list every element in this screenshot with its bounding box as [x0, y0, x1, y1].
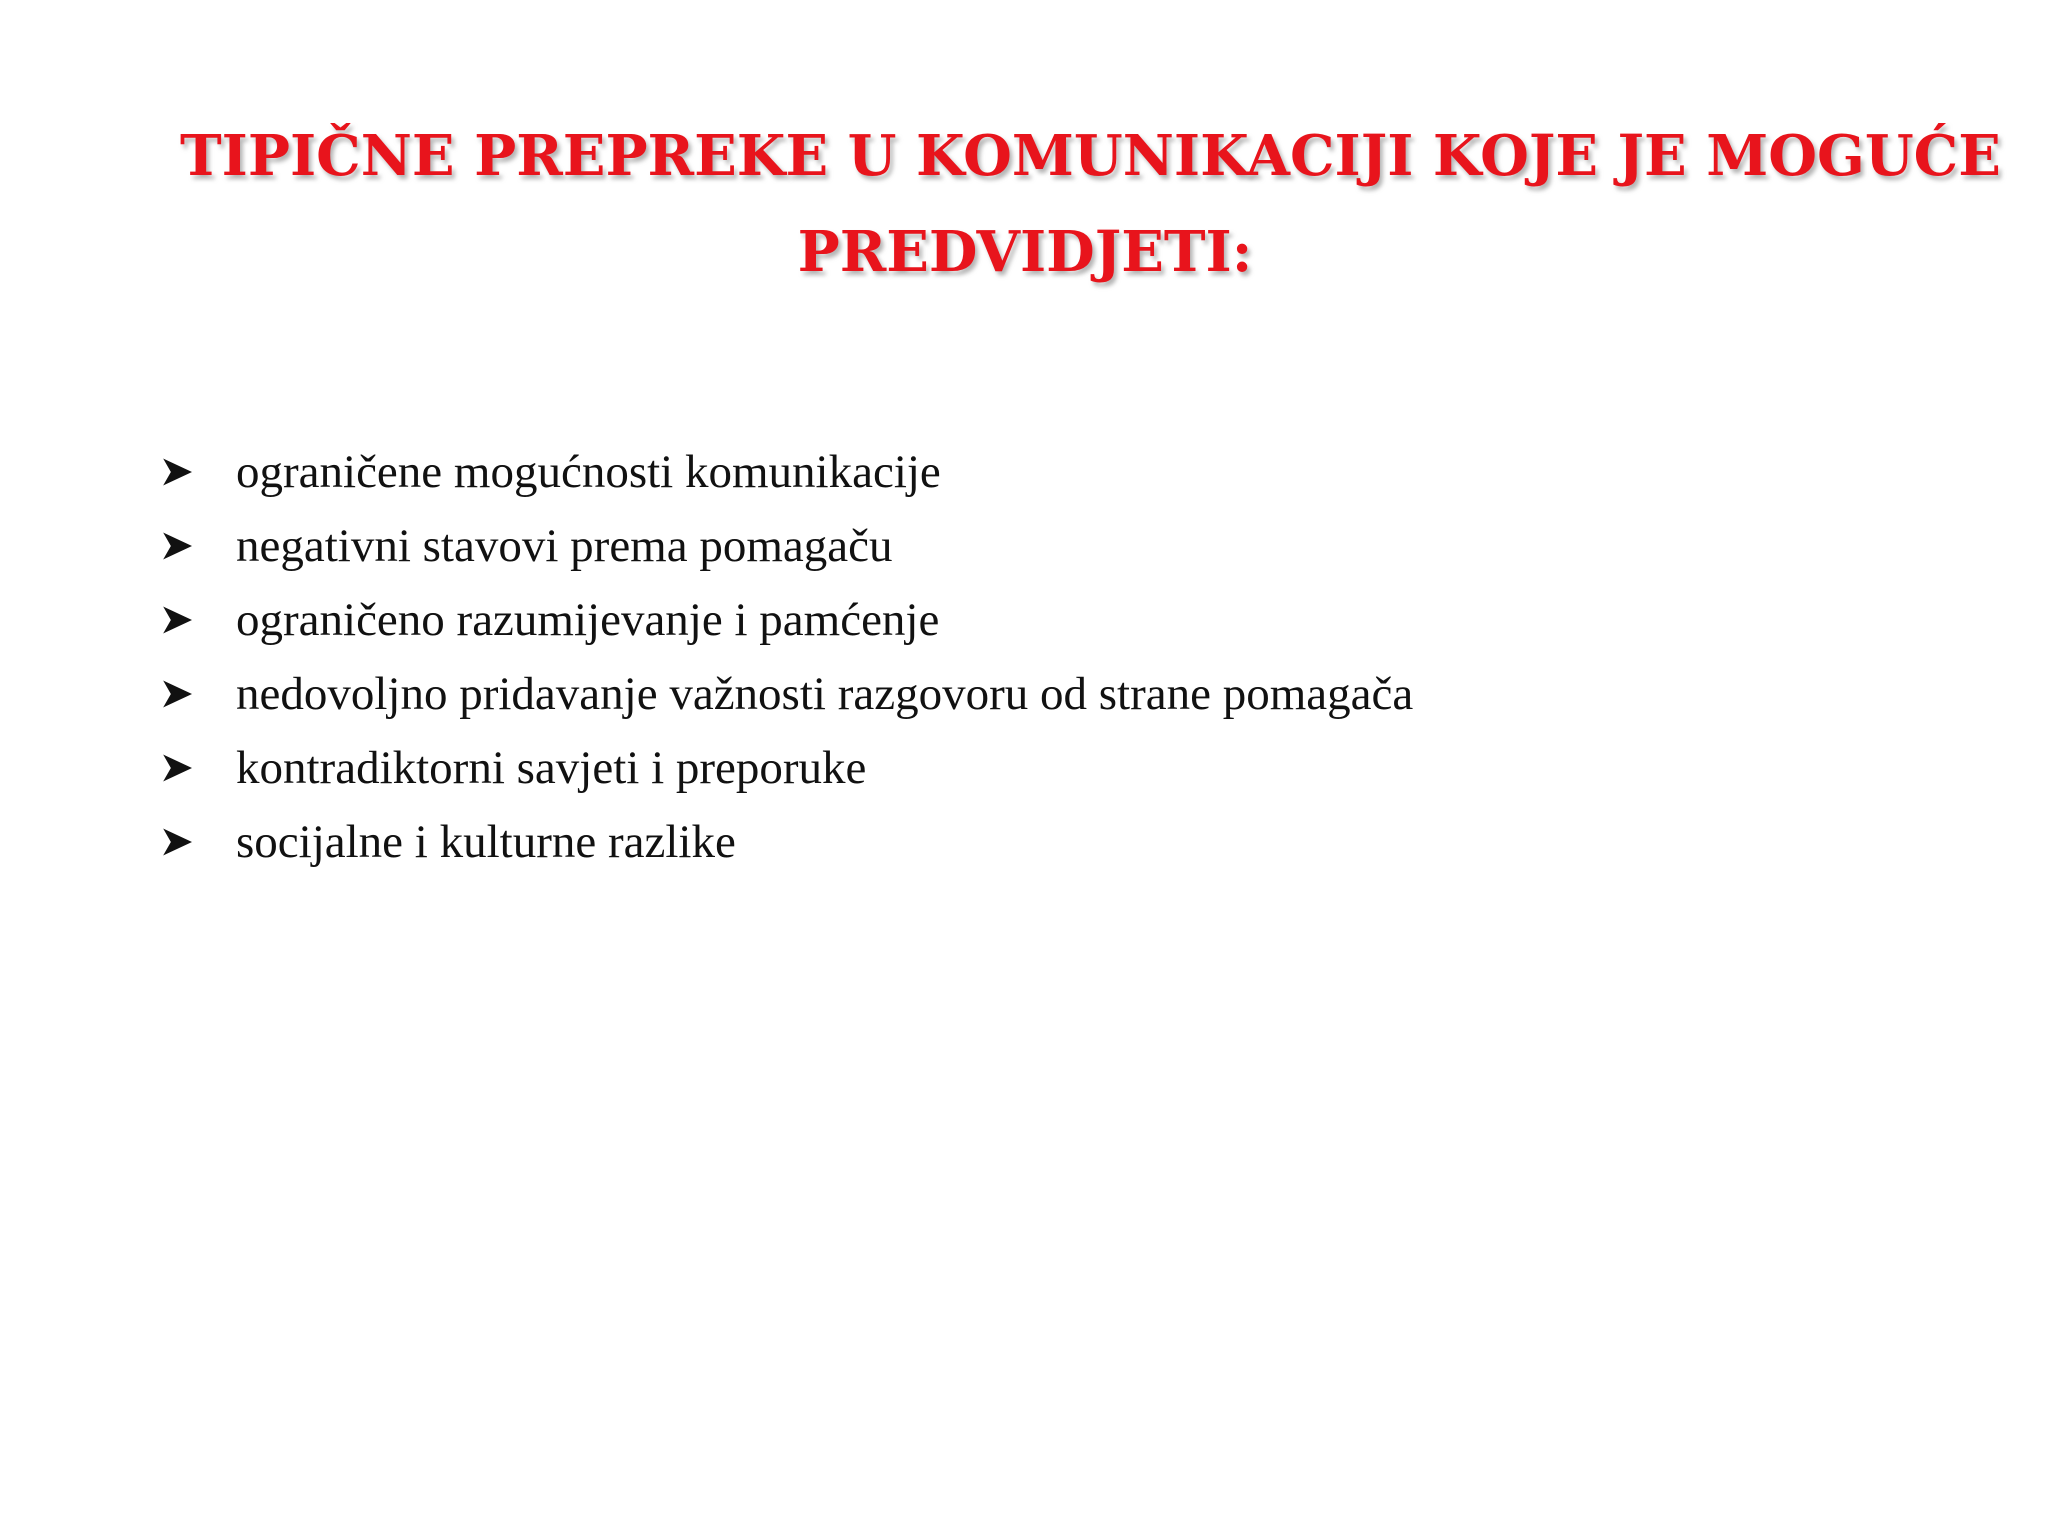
bullet-text: negativni stavovi prema pomagaču: [236, 520, 893, 572]
slide-title: [180, 108, 2001, 300]
arrowhead-bullet-icon: [160, 455, 236, 489]
list-item: [160, 657, 1413, 731]
arrowhead-bullet-icon: [160, 529, 236, 563]
slide-title-line-2: PREDVIDJETI:: [797, 219, 1253, 285]
bullet-text: kontradiktorni savjeti i preporuke: [236, 742, 867, 794]
bullet-text: nedovoljno pridavanje važnosti razgovoru od strane pomagača: [236, 668, 1414, 720]
bullet-text: ograničeno razumijevanje i pamćenje: [236, 594, 940, 646]
list-item: [160, 509, 1413, 583]
arrowhead-bullet-icon: [160, 825, 236, 859]
arrowhead-bullet-icon: [160, 751, 236, 785]
arrowhead-bullet-icon: [160, 677, 236, 711]
bullet-list: [160, 435, 1413, 879]
arrowhead-bullet-icon: [160, 603, 236, 637]
bullet-text: ograničene mogućnosti komunikacije: [236, 446, 941, 498]
bullet-text: socijalne i kulturne razlike: [236, 816, 736, 868]
list-item: [160, 805, 1413, 879]
list-item: [160, 731, 1413, 805]
list-item: [160, 435, 1413, 509]
list-item: [160, 583, 1413, 657]
slide-title-line-1: TIPIČNE PREPREKE U KOMUNIKACIJI KOJE JE MOGUĆE: [180, 123, 2001, 189]
